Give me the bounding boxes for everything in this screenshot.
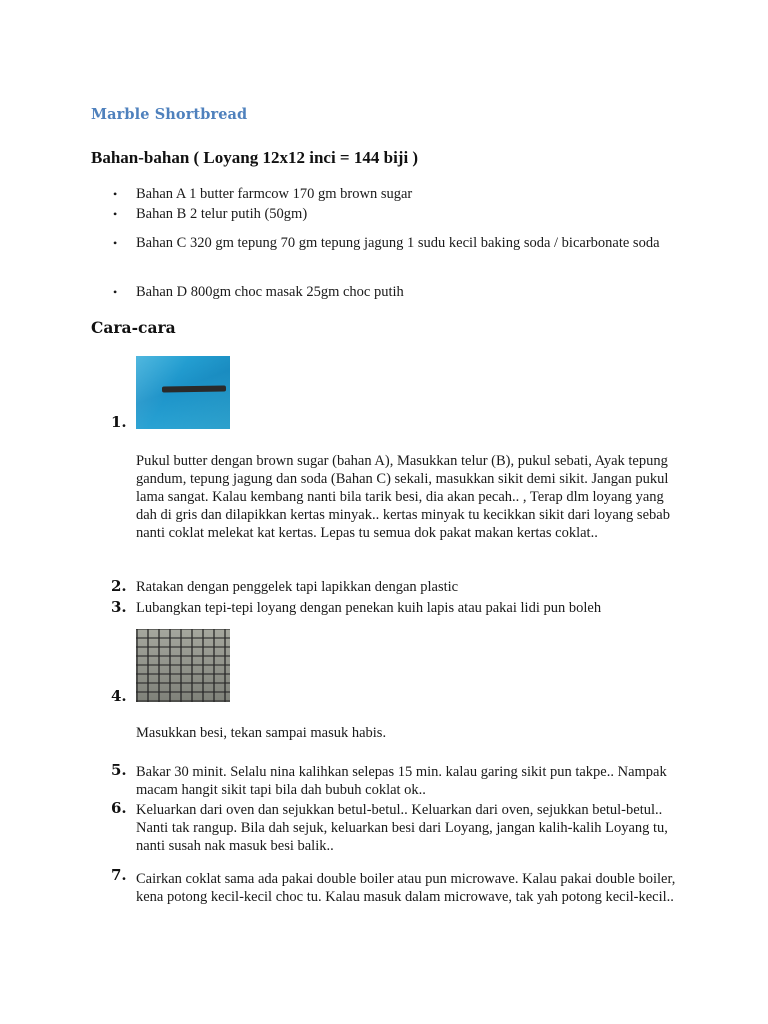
step-number: 1. — [111, 413, 127, 431]
method-heading: Cara-cara — [91, 318, 176, 337]
step-number: 4. — [111, 687, 127, 705]
bullet-icon: • — [113, 236, 118, 250]
step-number: 5. — [111, 761, 127, 779]
step-number: 7. — [111, 866, 127, 884]
step-number: 3. — [111, 598, 127, 616]
step-text: Ratakan dengan penggelek tapi lapikkan dengan plastic — [136, 579, 459, 595]
bullet-icon: • — [113, 285, 118, 299]
step-text: Masukkan besi, tekan sampai masuk habis. — [136, 725, 387, 741]
step-text: Keluarkan dari oven dan sejukkan betul-betul.. Keluarkan dari oven, sejukkan betul-betul.. Nanti tak rangup. Bila dah sejuk, keluarkan besi dari Loyang, jangan kalih-kalih Loyang tu, nanti susah nak masuk besi balik.. — [136, 802, 668, 854]
bullet-icon: • — [113, 187, 118, 201]
recipe-title: Marble Shortbread — [91, 106, 248, 123]
step-text: Cairkan coklat sama ada pakai double boiler atau pun microwave. Kalau pakai double boiler, kena potong kecil-kecil choc tu. Kalau masuk dalam microwave, tak yah potong kecil-kecil.. — [136, 871, 676, 905]
step-text: Bakar 30 minit. Selalu nina kalihkan selepas 15 min. kalau garing sikit pun takpe.. Nampak macam hangit sikit tapi bila dah bubuh coklat ok.. — [136, 764, 667, 798]
metal-bar-icon — [162, 385, 226, 392]
step-number: 2. — [111, 577, 127, 595]
ingredients-heading: Bahan-bahan ( Loyang 12x12 inci = 144 biji ) — [91, 148, 419, 167]
step-text: Pukul butter dengan brown sugar (bahan A), Masukkan telur (B), pukul sebati, Ayak tepung gandum, tepung jagung dan soda (Bahan C) sekali, masukkan sikit demi sikit. Jangan pukul lama sangat. Kalau kembang nanti bila tarik besi, dia akan pecah.. , Terap dlm loyang yang dah di gris dan dilapikkan kertas minyak.. kertas minyak tu kecikkan sikit dari loyang sebab nanti coklat melekat kat kertas. Lepas tu semua dok pakat makan kertas coklat.. — [136, 453, 670, 541]
step-text: Lubangkan tepi-tepi loyang dengan penekan kuih lapis atau pakai lidi pun boleh — [136, 600, 602, 616]
step-1-photo — [136, 356, 230, 429]
step-4-photo — [136, 629, 230, 702]
bullet-icon: • — [113, 207, 118, 221]
step-number: 6. — [111, 799, 127, 817]
